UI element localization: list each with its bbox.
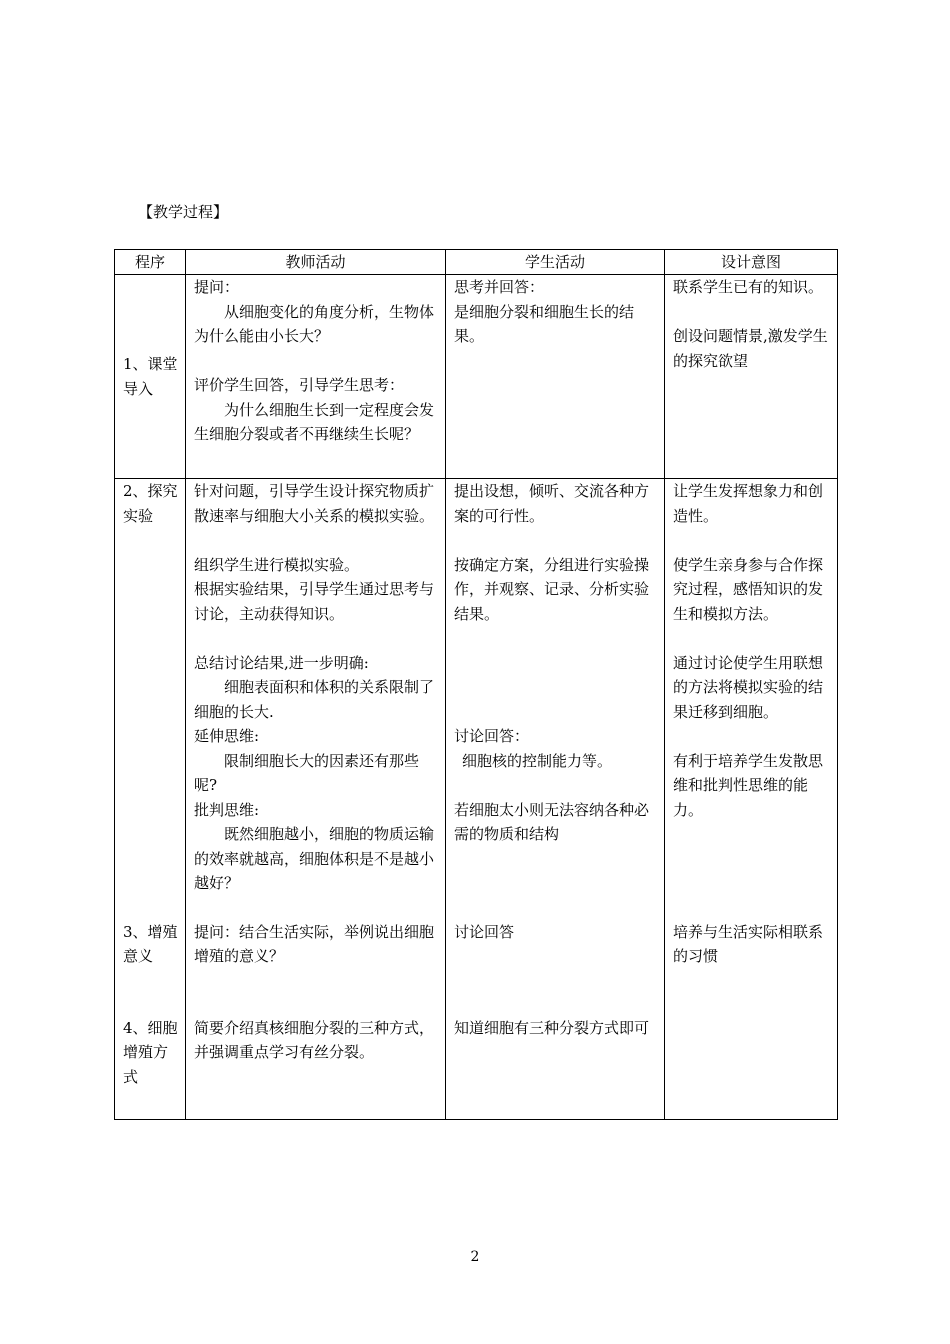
teacher-text: 总结讨论结果,进一步明确: [194, 653, 369, 672]
step-cell [115, 275, 186, 479]
student-text: 按确定方案，分组进行实验操作，并观察、记录、分析实验结果。 [454, 555, 650, 623]
intent-text: 让学生发挥想象力和创造性。 [673, 482, 824, 525]
table-header-row [115, 250, 838, 275]
teacher-cell [186, 896, 446, 1016]
teacher-text: 简要介绍真核细胞分裂的三种方式，并强调重点学习有丝分裂。 [194, 1018, 435, 1061]
teacher-text: 为什么细胞生长到一定程度会发生细胞分裂或者不再继续生长呢？ [194, 400, 435, 443]
teacher-text: 组织学生进行模拟实验。 [194, 555, 360, 574]
table-row [115, 896, 838, 1016]
header-student: 学生活动 [446, 250, 665, 275]
student-cell [446, 896, 665, 1016]
intent-text: 培养与生活实际相联系的习惯 [673, 922, 824, 965]
student-cell [446, 479, 665, 896]
teacher-text: 限制细胞长大的因素还有那些呢? [194, 751, 420, 794]
teacher-cell [186, 1016, 446, 1120]
step-cell [115, 1016, 186, 1120]
intent-text: 创设问题情景,激发学生的探究欲望 [673, 327, 828, 370]
teacher-cell [186, 275, 446, 479]
header-teacher: 教师活动 [186, 250, 446, 275]
student-text: 是细胞分裂和细胞生长的结果。 [454, 302, 635, 345]
step-label: 2、探究实验 [123, 482, 178, 525]
step-label: 1、课堂导入 [123, 355, 178, 398]
step-label: 4、细胞增殖方式 [123, 1018, 178, 1086]
step-cell [115, 479, 186, 896]
student-cell [446, 275, 665, 479]
intent-text: 使学生亲身参与合作探究过程，感悟知识的发生和模拟方法。 [673, 555, 824, 623]
teacher-text: 既然细胞越小，细胞的物质运输的效率就越高，细胞体积是不是越小越好？ [194, 825, 435, 892]
step-label: 3、增殖意义 [123, 922, 178, 965]
step-cell [115, 896, 186, 1016]
teacher-cell [186, 479, 446, 896]
student-text: 若细胞太小则无法容纳各种必需的物质和结构 [454, 800, 650, 843]
intent-text: 联系学生已有的知识。 [673, 278, 824, 296]
student-text: 讨论回答 [454, 922, 515, 941]
intent-cell [665, 896, 838, 1016]
intent-cell [665, 275, 838, 479]
table-row [115, 479, 838, 896]
teacher-text: 针对问题，引导学生设计探究物质扩散速率与细胞大小关系的模拟实验。 [194, 482, 435, 525]
section-title: 【教学过程】 [138, 203, 229, 221]
table-row [115, 275, 838, 479]
student-text: 讨论回答： [454, 727, 530, 745]
student-cell [446, 1016, 665, 1120]
teacher-text: 从细胞变化的角度分析，生物体为什么能由小长大？ [194, 302, 435, 345]
teacher-text: 根据实验结果，引导学生通过思考与讨论，主动获得知识。 [194, 580, 435, 623]
teacher-text: 提问：结合生活实际，举例说出细胞增殖的意义？ [194, 922, 435, 965]
student-text: 思考并回答： [454, 278, 545, 296]
teacher-text: 提问： [194, 278, 240, 296]
page-number: 2 [470, 1249, 480, 1265]
teacher-text: 细胞表面积和体积的关系限制了细胞的长大. [194, 678, 435, 721]
table-row [115, 1016, 838, 1120]
student-text: 提出设想，倾听、交流各种方案的可行性。 [454, 482, 650, 525]
student-text: 细胞核的控制能力等。 [462, 751, 613, 770]
intent-text: 通过讨论使学生用联想的方法将模拟实验的结果迁移到细胞。 [673, 653, 824, 721]
student-text: 知道细胞有三种分裂方式即可 [454, 1018, 650, 1037]
teaching-process-table [114, 249, 838, 1120]
intent-cell [665, 1016, 838, 1120]
intent-cell [665, 479, 838, 896]
intent-text: 有利于培养学生发散思维和批判性思维的能力。 [673, 751, 824, 819]
teacher-text: 评价学生回答，引导学生思考： [194, 376, 405, 394]
header-step: 程序 [115, 250, 186, 275]
header-intent: 设计意图 [665, 250, 838, 275]
teacher-text: 批判思维: [194, 800, 260, 819]
teacher-text: 延伸思维: [194, 727, 260, 745]
